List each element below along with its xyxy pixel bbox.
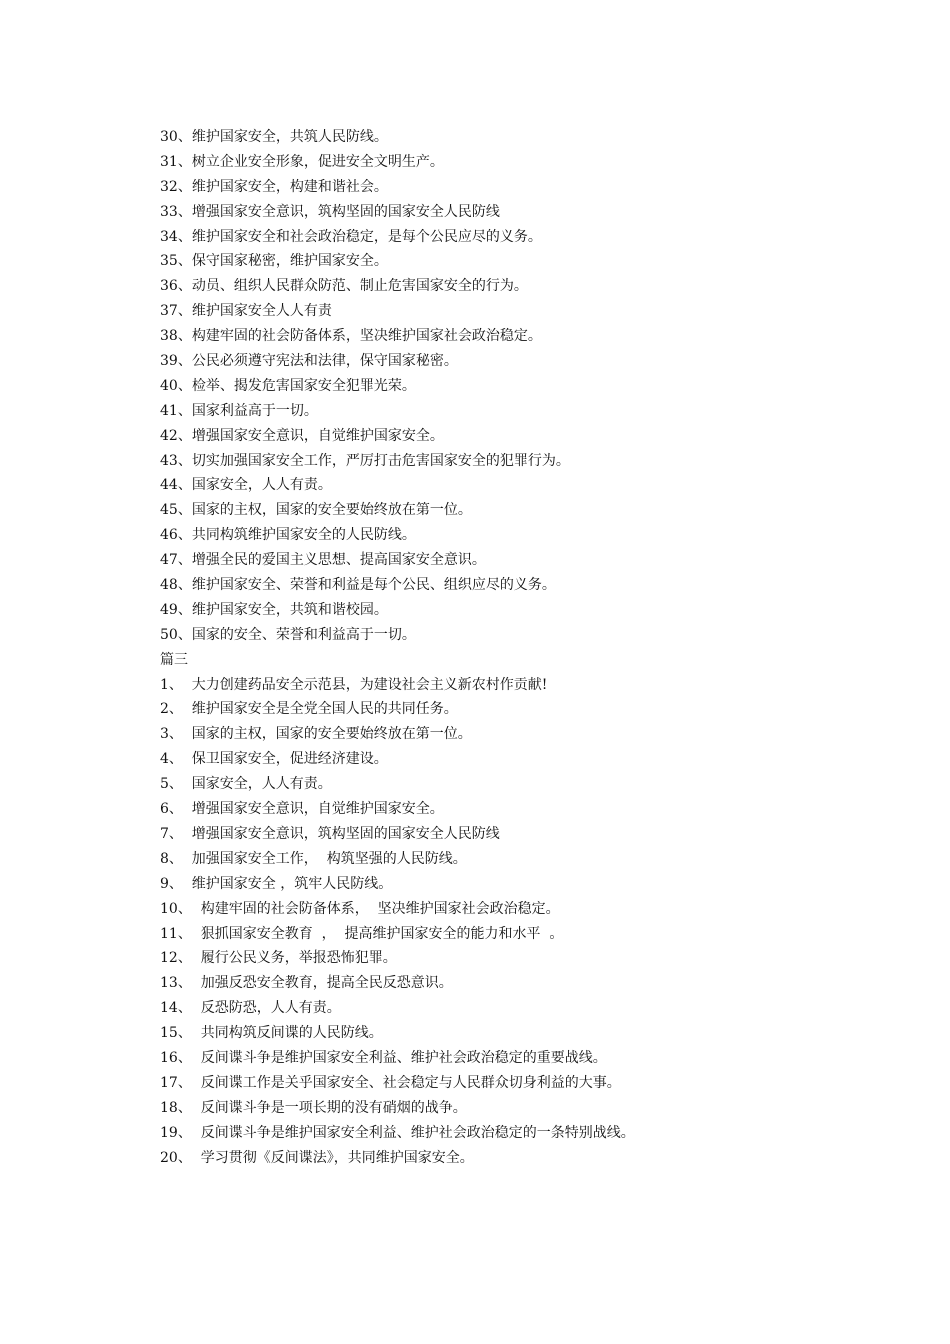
slogan-line: 34、维护国家安全和社会政治稳定，是每个公民应尽的义务。 xyxy=(160,228,542,245)
slogan-line: 41、国家利益高于一切。 xyxy=(160,402,318,419)
section-two-list xyxy=(160,125,880,648)
slogan-line: 40、检举、揭发危害国家安全犯罪光荣。 xyxy=(160,377,416,394)
slogan-line: 12、 履行公民义务，举报恐怖犯罪。 xyxy=(160,950,397,967)
slogan-line: 5、 国家安全，人人有责。 xyxy=(160,776,332,793)
slogan-line: 10、 构建牢固的社会防备体系， 坚决维护国家社会政治稳定。 xyxy=(160,900,560,917)
slogan-line: 36、动员、组织人民群众防范、制止危害国家安全的行为。 xyxy=(160,278,528,295)
slogan-line: 38、构建牢固的社会防备体系，坚决维护国家社会政治稳定。 xyxy=(160,328,542,345)
slogan-line: 32、维护国家安全，构建和谐社会。 xyxy=(160,178,388,195)
slogan-line: 42、增强国家安全意识，自觉维护国家安全。 xyxy=(160,427,444,444)
slogan-line: 8、 加强国家安全工作， 构筑坚强的人民防线。 xyxy=(160,850,467,867)
slogan-line: 17、 反间谍工作是关乎国家安全、社会稳定与人民群众切身利益的大事。 xyxy=(160,1074,621,1091)
slogan-line: 1、 大力创建药品安全示范县，为建设社会主义新农村作贡献! xyxy=(160,676,548,693)
slogan-line: 14、 反恐防恐，人人有责。 xyxy=(160,1000,341,1017)
slogan-line: 47、增强全民的爱国主义思想、提高国家安全意识。 xyxy=(160,552,486,569)
slogan-line: 33、增强国家安全意识，筑构坚固的国家安全人民防线 xyxy=(160,203,500,220)
slogan-line: 15、 共同构筑反间谍的人民防线。 xyxy=(160,1025,383,1042)
slogan-line: 35、保守国家秘密，维护国家安全。 xyxy=(160,253,388,270)
section-three-list xyxy=(160,673,880,1171)
document-body xyxy=(160,125,880,1170)
slogan-line: 7、 增强国家安全意识，筑构坚固的国家安全人民防线 xyxy=(160,825,500,842)
slogan-line: 3、 国家的主权，国家的安全要始终放在第一位。 xyxy=(160,726,472,743)
slogan-line: 43、切实加强国家安全工作，严厉打击危害国家安全的犯罪行为。 xyxy=(160,452,570,469)
slogan-line: 19、 反间谍斗争是维护国家安全利益、维护社会政治稳定的一条特别战线。 xyxy=(160,1124,635,1141)
slogan-line: 20、 学习贯彻《反间谍法》，共同维护国家安全。 xyxy=(160,1149,474,1166)
slogan-line: 48、维护国家安全、荣誉和利益是每个公民、组织应尽的义务。 xyxy=(160,577,556,594)
slogan-line: 30、维护国家安全，共筑人民防线。 xyxy=(160,129,388,145)
slogan-line: 49、维护国家安全，共筑和谐校园。 xyxy=(160,601,388,618)
slogan-line: 6、 增强国家安全意识，自觉维护国家安全。 xyxy=(160,801,444,818)
slogan-line: 39、公民必须遵守宪法和法律，保守国家秘密。 xyxy=(160,353,458,370)
slogan-line: 50、国家的安全、荣誉和利益高于一切。 xyxy=(160,626,416,643)
slogan-line: 9、 维护国家安全 ，筑牢人民防线。 xyxy=(160,875,393,892)
slogan-line: 44、国家安全，人人有责。 xyxy=(160,477,332,494)
slogan-line: 16、 反间谍斗争是维护国家安全利益、维护社会政治稳定的重要战线。 xyxy=(160,1049,607,1066)
slogan-line: 13、 加强反恐安全教育，提高全民反恐意识。 xyxy=(160,975,453,992)
slogan-line: 31、树立企业安全形象，促进安全文明生产。 xyxy=(160,153,444,170)
slogan-line: 2、 维护国家安全是全党全国人民的共同任务。 xyxy=(160,701,458,718)
slogan-line: 11、 狠抓国家安全教育 ， 提高维护国家安全的能力和水平 。 xyxy=(160,925,564,942)
slogan-line: 46、共同构筑维护国家安全的人民防线。 xyxy=(160,527,416,544)
slogan-line: 37、维护国家安全人人有责 xyxy=(160,303,332,320)
slogan-line: 4、 保卫国家安全，促进经济建设。 xyxy=(160,751,388,768)
section-heading: 篇三 xyxy=(160,651,188,668)
slogan-line: 18、 反间谍斗争是一项长期的没有硝烟的战争。 xyxy=(160,1099,467,1116)
slogan-line: 45、国家的主权，国家的安全要始终放在第一位。 xyxy=(160,502,472,519)
